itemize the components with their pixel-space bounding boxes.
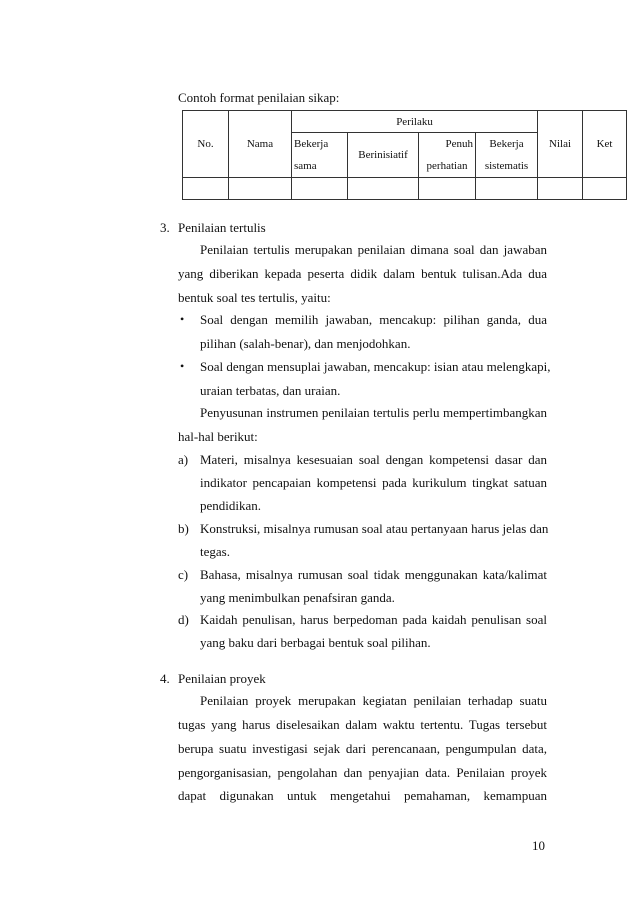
header-bekerja-sama-line2: sama (294, 160, 317, 172)
section-3-title: Penilaian tertulis (178, 220, 266, 235)
attitude-assessment-table (182, 110, 627, 200)
table-cell (583, 178, 627, 200)
header-penuh-line1: Penuh (445, 138, 473, 150)
paragraph-line: Penilaian proyek merupakan kegiatan penilaian terhadap suatu (200, 693, 547, 708)
item-label: c) (178, 567, 189, 582)
header-penuh-line2: perhatian (426, 160, 468, 172)
item-label: b) (178, 521, 189, 536)
bullet-line: Soal dengan mensuplai jawaban, mencakup: isian atau melengkapi, (200, 359, 551, 374)
paragraph-line: yang diberikan kepada peserta didik dalam bentuk tulisan.Ada dua (178, 266, 547, 281)
header-sistematis-line2: sistematis (484, 160, 529, 172)
bullet-line: pilihan (salah-benar), dan menjodohkan. (200, 336, 411, 351)
item-line: Materi, misalnya kesesuaian soal dengan kompetensi dasar dan (200, 452, 547, 467)
paragraph-line: Penilaian tertulis merupakan penilaian dimana soal dan jawaban (200, 242, 547, 257)
table-cell (229, 178, 292, 200)
header-berinisiatif: Berinisiatif (348, 133, 419, 178)
table-cell (183, 178, 229, 200)
table-cell (476, 178, 538, 200)
bullet-line: uraian terbatas, dan uraian. (200, 383, 341, 398)
paragraph-line: berupa suatu investigasi sejak dari perencanaan, pengumpulan data, (178, 741, 547, 756)
bullet-line: Soal dengan memilih jawaban, mencakup: pilihan ganda, dua (200, 312, 547, 327)
header-nilai: Nilai (538, 111, 583, 178)
header-ket: Ket (583, 111, 627, 178)
paragraph-line: dapat digunakan untuk mengetahui pemahaman, kemampuan (178, 788, 547, 803)
header-no: No. (183, 111, 229, 178)
header-nama: Nama (229, 111, 292, 178)
header-bekerja-sistematis (476, 133, 538, 178)
header-bekerja-sama (292, 133, 348, 178)
paragraph-line: pengorganisasian, pengolahan dan penyajian data. Penilaian proyek (178, 765, 547, 780)
paragraph-line: Penyusunan instrumen penilaian tertulis perlu mempertimbangkan (200, 405, 547, 420)
bullet-marker: • (180, 312, 185, 326)
item-line: Konstruksi, misalnya rumusan soal atau pertanyaan harus jelas dan (200, 521, 549, 536)
item-line: Bahasa, misalnya rumusan soal tidak menggunakan kata/kalimat (200, 567, 547, 582)
paragraph-line: bentuk soal tes tertulis, yaitu: (178, 290, 331, 305)
section-3-number: 3. (160, 220, 170, 235)
header-sistematis-line1: Bekerja (489, 138, 524, 150)
item-line: yang baku dari berbagai bentuk soal pilihan. (200, 635, 431, 650)
item-line: indikator pencapaian kompetensi pada kurikulum tingkat satuan (200, 475, 547, 490)
table-cell (348, 178, 419, 200)
header-bekerja-sama-line1: Bekerja (294, 138, 329, 150)
table-caption: Contoh format penilaian sikap: (178, 90, 340, 105)
item-label: a) (178, 452, 189, 467)
section-4-number: 4. (160, 671, 170, 686)
item-line: Kaidah penulisan, harus berpedoman pada kaidah penulisan soal (200, 612, 547, 627)
header-perilaku: Perilaku (292, 111, 538, 133)
paragraph-line: hal-hal berikut: (178, 429, 258, 444)
paragraph-line: tugas yang harus diselesaikan dalam waktu tertentu. Tugas tersebut (178, 717, 547, 732)
table-cell (419, 178, 476, 200)
item-line: pendidikan. (200, 498, 262, 513)
section-4-title: Penilaian proyek (178, 671, 266, 686)
page-number: 10 (532, 838, 545, 853)
bullet-marker: • (180, 359, 185, 373)
table-cell (292, 178, 348, 200)
item-line: yang menimbulkan penafsiran ganda. (200, 590, 395, 605)
header-penuh-perhatian (419, 133, 476, 178)
table-row (183, 178, 627, 200)
item-label: d) (178, 612, 189, 627)
item-line: tegas. (200, 544, 230, 559)
table-cell (538, 178, 583, 200)
